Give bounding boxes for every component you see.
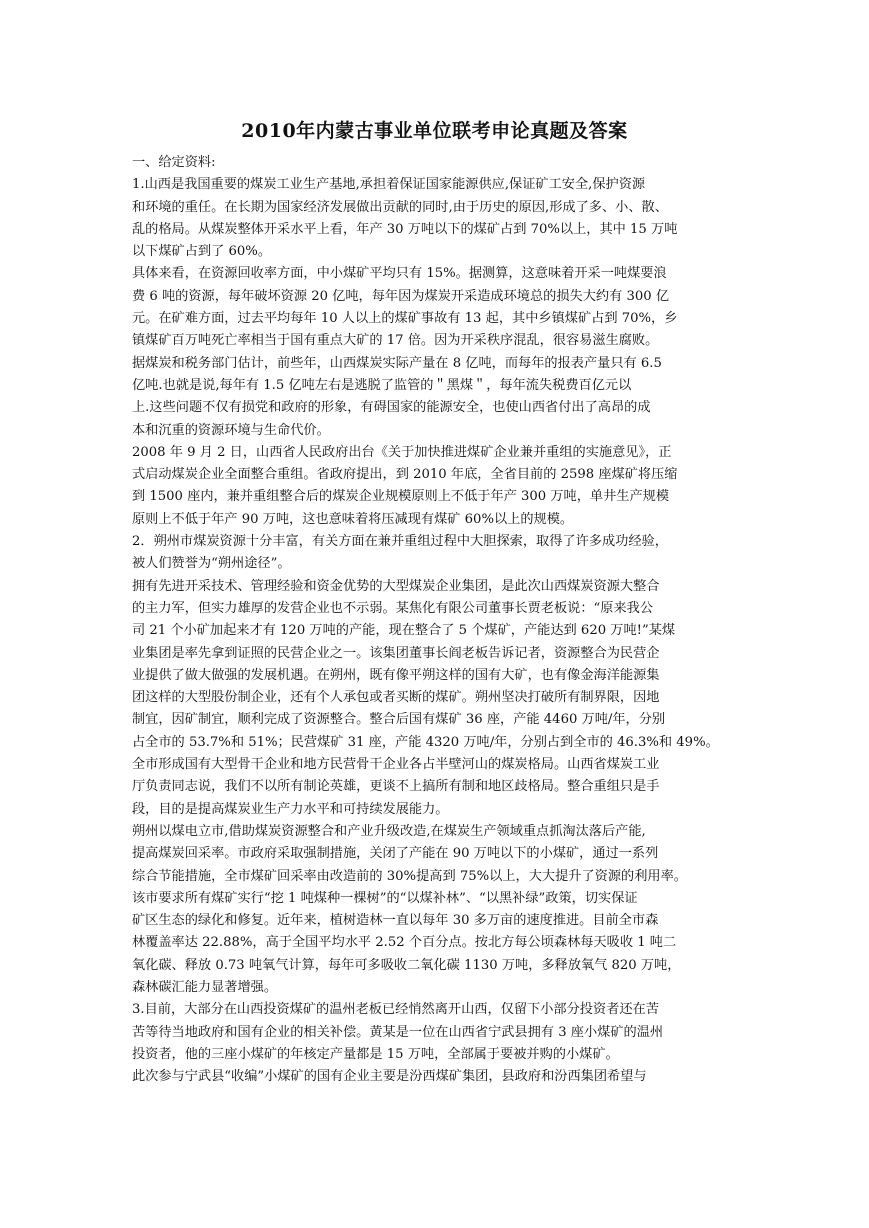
document-title: 2010年内蒙古事业单位联考申论真题及答案: [241, 120, 628, 142]
text-line: 3.目前，大部分在山西投资煤矿的温州老板已经悄然离开山西，仅留下小部分投资者还在苦: [132, 1002, 659, 1018]
text-line: 厅负责同志说，我们不以所有制论英雄，更谈不上搞所有制和地区歧格局。整合重组只是手: [132, 779, 660, 795]
text-line: 元。在矿难方面，过去平均每年 10 人以上的煤矿事故有 13 起，其中乡镇煤矿占到 70%，乡: [132, 311, 678, 327]
text-line: 原则上不低于年产 90 万吨，这也意味着将压减现有煤矿 60%以上的规模。: [132, 511, 574, 527]
text-line: 综合节能措施，全市煤矿回采率由改造前的 30%提高到 75%以上，大大提升了资源的利用率。: [132, 868, 687, 884]
text-line: 式启动煤炭企业全面整合重组。省政府提出，到 2010 年底，全省目前的 2598 座煤矿将压缩: [132, 467, 678, 483]
text-line: 制宜，因矿制宜，顺利完成了资源整合。整合后国有煤矿 36 座，产能 4460 万吨/年，分别: [132, 712, 666, 728]
text-line: 亿吨.也就是说,每年有 1.5 亿吨左右是逃脱了监管的＂黑煤＂，每年流失税费百亿元以: [132, 377, 632, 393]
text-line: 业集团是率先拿到证照的民营企业之一。该集团董事长阎老板告诉记者，资源整合为民营企: [132, 645, 660, 661]
text-line: 乱的格局。从煤炭整体开采水平上看，年产 30 万吨以下的煤矿占到 70%以上，其中 15 万吨: [132, 221, 678, 237]
text-line: 此次参与宁武县“收编”小煤矿的国有企业主要是汾西煤矿集团，县政府和汾西集团希望与: [132, 1069, 647, 1085]
text-line: 本和沉重的资源环境与生命代价。: [132, 422, 330, 438]
text-line: 矿区生态的绿化和修复。近年来，植树造林一直以每年 30 多万亩的速度推进。目前全市森: [132, 913, 659, 929]
text-line: 团这样的大型股份制企业，还有个人承包或者买断的煤矿。朔州坚决打破所有制界限，因地: [132, 690, 660, 706]
text-line: 1.山西是我国重要的煤炭工业生产基地,承担着保证国家能源供应,保证矿工安全,保护资源: [132, 177, 646, 193]
text-line: 镇煤矿百万吨死亡率相当于国有重点大矿的 17 倍。因为开采秩序混乱，很容易滋生腐败。: [132, 333, 659, 349]
text-line: 和环境的重任。在长期为国家经济发展做出贡献的同时,由于历史的原因,形成了多、小、散、: [132, 199, 668, 215]
text-line: 苦等待当地政府和国有企业的相关补偿。黄某是一位在山西省宁武县拥有 3 座小煤矿的温州: [132, 1024, 664, 1040]
text-line: 段，目的是提高煤炭业生产力水平和可持续发展能力。: [132, 801, 449, 817]
text-line: 氧化碳、释放 0.73 吨氧气计算，每年可多吸收二氧化碳 1130 万吨，多释放氧气 820 万吨，: [132, 957, 681, 973]
document-body: [132, 152, 742, 1088]
text-line: 的主力军，但实力雄厚的发营企业也不示弱。某焦化有限公司董事长贾老板说：“原来我公: [132, 600, 654, 616]
text-line: 司 21 个小矿加起来才有 120 万吨的产能，现在整合了 5 个煤矿，产能达到 620 万吨!”某煤: [132, 623, 676, 639]
text-line: 占全市的 53.7%和 51%；民营煤矿 31 座，产能 4320 万吨/年，分别占到全市的 46.3%和 49%。: [132, 734, 719, 750]
text-line: 2．朔州市煤炭资源十分丰富，有关方面在兼并重组过程中大胆探索，取得了许多成功经验，: [132, 534, 668, 550]
text-line: 具体来看，在资源回收率方面，中小煤矿平均只有 15%。据测算，这意味着开采一吨煤要浪: [132, 266, 667, 282]
text-line: 一、给定资料:: [132, 155, 216, 170]
text-line: 2008 年 9 月 2 日，山西省人民政府出台《关于加快推进煤矿企业兼并重组的实施意见》，正: [132, 444, 672, 460]
text-line: 被人们赞誉为“朔州途径”。: [132, 556, 291, 572]
text-line: 到 1500 座内，兼并重组整合后的煤炭企业规模原则上不低于年产 300 万吨，单井生产规模: [132, 489, 670, 505]
text-line: 投资者，他的三座小煤矿的年核定产量都是 15 万吨，全部属于要被并购的小煤矿。: [132, 1046, 619, 1062]
text-line: 业提供了做大做强的发展机遇。在朔州，既有像平朔这样的国有大矿，也有像金海洋能源集: [132, 667, 660, 683]
text-line: 上.这些问题不仅有损党和政府的形象，有碍国家的能源安全，也使山西省付出了高昂的成: [132, 400, 651, 416]
text-line: 该市要求所有煤矿实行“挖 1 吨煤种一棵树”的“以煤补林”、“以黑补绿”政策，切实保证: [132, 890, 638, 906]
text-line: 全市形成国有大型骨干企业和地方民营骨干企业各占半壁河山的煤炭格局。山西省煤炭工业: [132, 757, 660, 773]
text-line: 费 6 吨的资源，每年破坏资源 20 亿吨，每年因为煤炭开采造成环境总的损失大约有 300 亿: [132, 288, 670, 304]
text-line: 林覆盖率达 22.88%，高于全国平均水平 2.52 个百分点。按北方每公顷森林每天吸收 1 吨二: [132, 935, 677, 951]
text-line: 朔州以煤电立市,借助煤炭资源整合和产业升级改造,在煤炭生产领域重点抓淘汰落后产能,: [132, 823, 646, 839]
text-line: 提高煤炭回采率。市政府采取强制措施，关闭了产能在 90 万吨以下的小煤矿，通过一系列: [132, 846, 659, 862]
text-line: 拥有先进开采技术、管理经验和资金优势的大型煤炭企业集团，是此次山西煤炭资源大整合: [132, 578, 660, 594]
text-line: 据煤炭和税务部门估计，前些年，山西煤炭实际产量在 8 亿吨，而每年的报表产量只有 6.5: [132, 355, 662, 371]
text-line: 森林碳汇能力显著增强。: [132, 979, 278, 995]
text-line: 以下煤矿占到了 60%。: [132, 244, 272, 260]
